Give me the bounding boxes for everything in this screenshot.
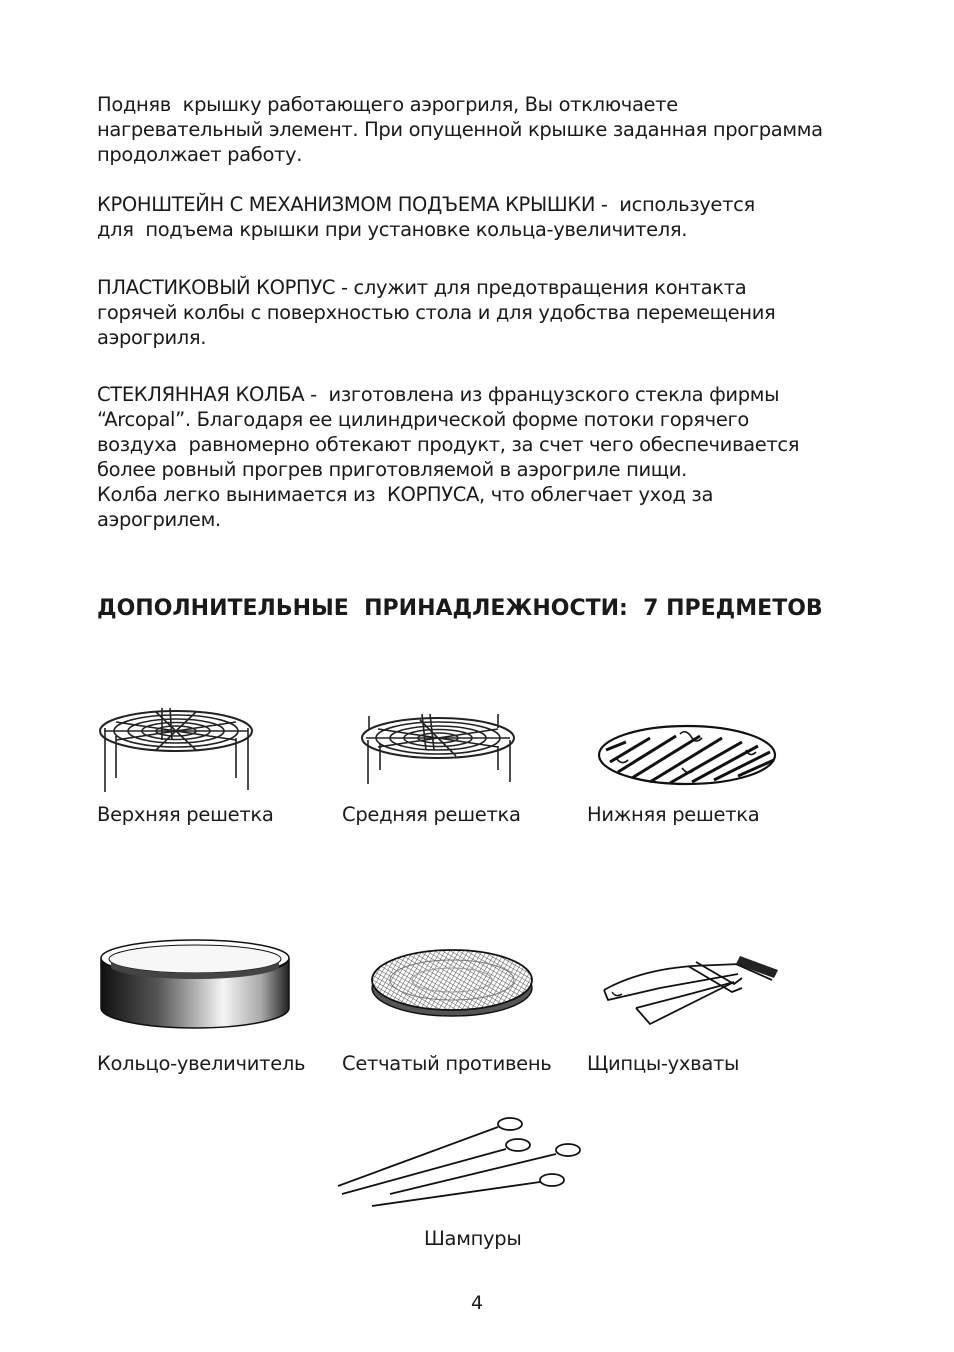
text-line: КРОНШТЕЙН С МЕХАНИЗМОМ ПОДЪЕМА КРЫШКИ - используется: [97, 193, 755, 216]
skewers-illustration: [336, 1112, 586, 1212]
section-heading: ДОПОЛНИТЕЛЬНЫЕ ПРИНАДЛЕЖНОСТИ: 7 ПРЕДМЕТОВ: [97, 596, 823, 621]
text-line: аэрогриля.: [97, 326, 207, 349]
text-line: более ровный прогрев приготовляемой в аэрогриле пищи.: [97, 458, 687, 481]
extender-ring-illustration: [97, 938, 293, 1030]
paragraph-plastic-body: [97, 275, 857, 350]
caption-skewers: Шампуры: [424, 1227, 522, 1250]
text-line: нагревательный элемент. При опущенной крышке заданная программа: [97, 118, 823, 141]
text-line: Колба легко вынимается из КОРПУСА, что облегчает уход за: [97, 483, 714, 506]
lower-rack-illustration: [596, 722, 780, 788]
text-line: “Arcopal”. Благодаря ее цилиндрической форме потоки горячего: [97, 408, 749, 431]
text-line: для подъема крышки при установке кольца-увеличителя.: [97, 218, 688, 241]
caption-extender-ring: Кольцо-увеличитель: [97, 1052, 306, 1075]
middle-rack-illustration: [352, 710, 520, 788]
caption-upper-rack: Верхняя решетка: [97, 803, 274, 826]
mesh-tray-illustration: [368, 940, 536, 1024]
text-line: ПЛАСТИКОВЫЙ КОРПУС - служит для предотвращения контакта: [97, 276, 747, 299]
text-line: продолжает работу.: [97, 143, 303, 166]
page-number: 4: [470, 1292, 484, 1314]
text-line: аэрогрилем.: [97, 508, 221, 531]
paragraph-glass-bowl: [97, 382, 857, 532]
caption-tongs: Щипцы-ухваты: [587, 1052, 740, 1075]
text-line: воздуха равномерно обтекают продукт, за счет чего обеспечивается: [97, 433, 800, 456]
caption-mesh-tray: Сетчатый противень: [342, 1052, 552, 1075]
upper-rack-illustration: [96, 700, 258, 796]
caption-middle-rack: Средняя решетка: [342, 803, 521, 826]
caption-lower-rack: Нижняя решетка: [587, 803, 760, 826]
tongs-illustration: [600, 944, 784, 1028]
text-line: СТЕКЛЯННАЯ КОЛБА - изготовлена из французского стекла фирмы: [97, 383, 780, 406]
text-line: горячей колбы с поверхностью стола и для удобства перемещения: [97, 301, 776, 324]
paragraph-lid: [97, 92, 857, 167]
text-line: Подняв крышку работающего аэрогриля, Вы отключаете: [97, 93, 678, 116]
paragraph-bracket: [97, 192, 857, 242]
